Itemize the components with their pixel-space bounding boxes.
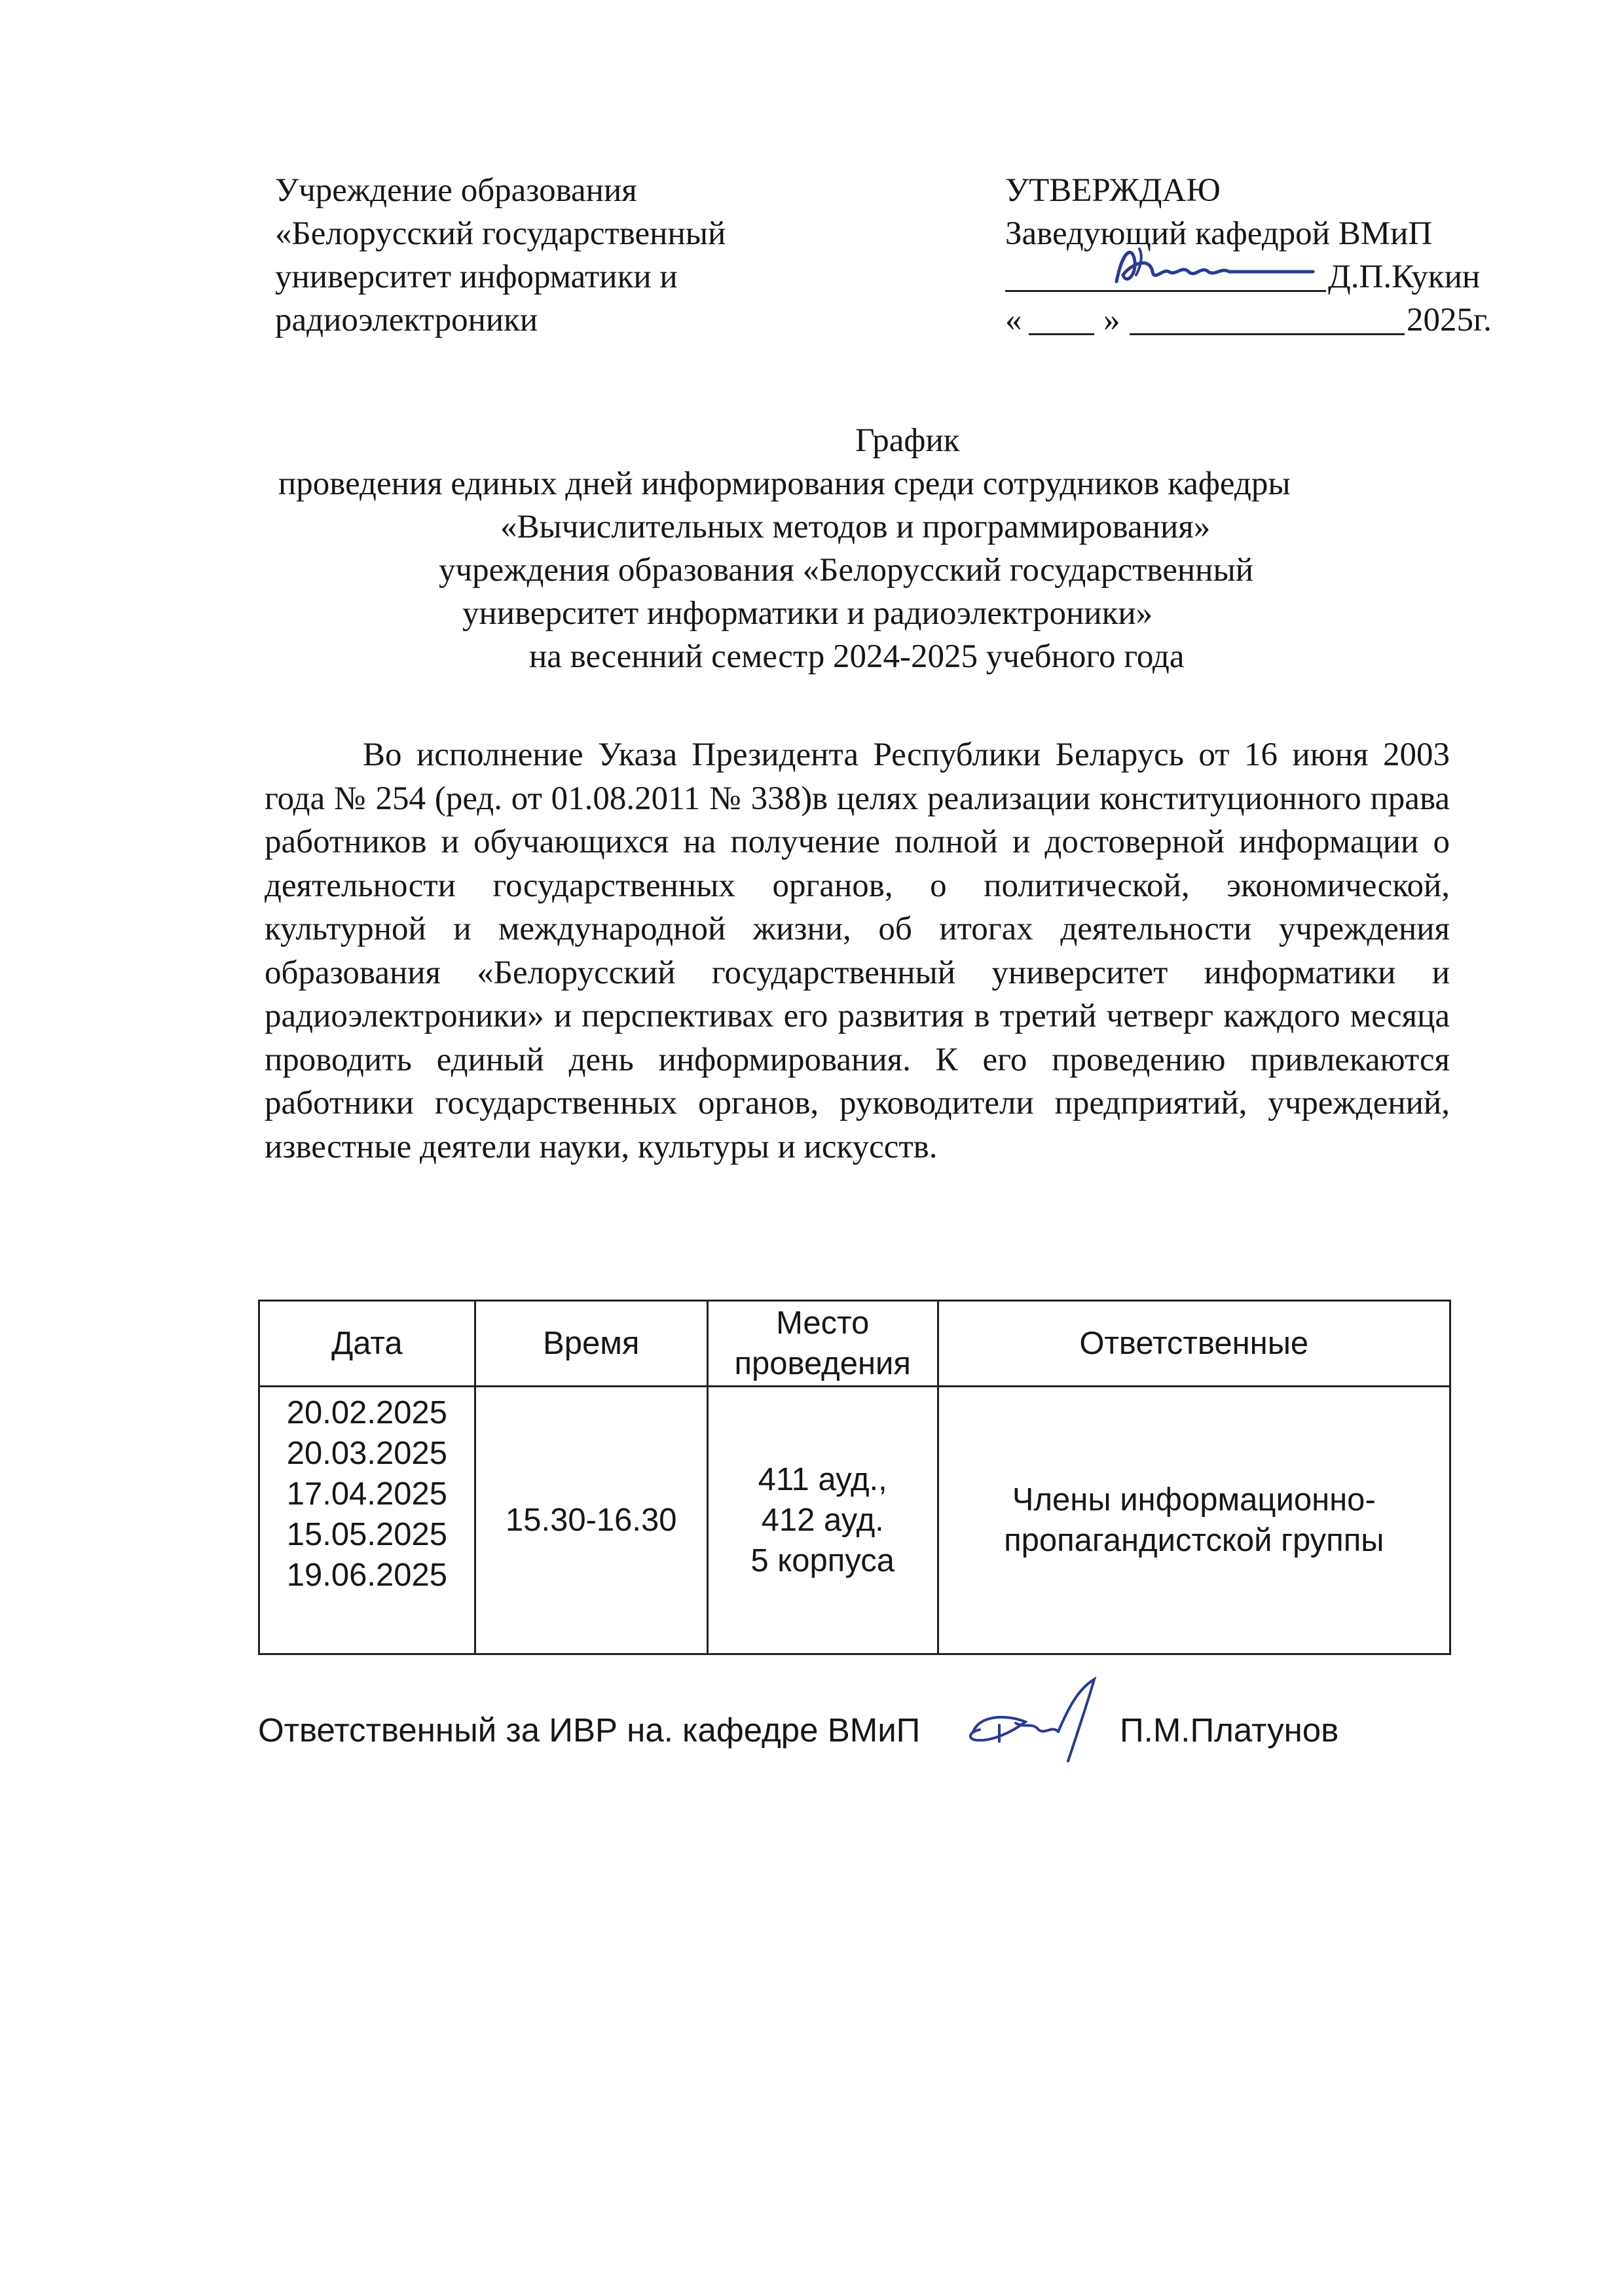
place-line: 411 ауд., [758,1462,887,1497]
header-time: Время [475,1301,707,1387]
table-row [259,1387,1450,1654]
footer-person-name: П.М.Платунов [1120,1711,1339,1749]
signature-kukin-icon [1103,236,1320,301]
title-line: университет информатики и радиоэлектроники» [462,595,1153,632]
org-line: «Белорусский государственный [275,215,726,252]
signature-platunov-icon [953,1669,1117,1768]
schedule-table [258,1300,1451,1655]
approver-position: Заведующий кафедрой ВМиП [1005,215,1433,252]
cell-responsible [938,1387,1450,1654]
header-responsible: Ответственные [938,1301,1450,1387]
title-line: проведения единых дней информирования среди сотрудников кафедры [278,465,1291,502]
date-year: 2025г. [1407,302,1492,338]
date-item: 20.03.2025 [286,1436,447,1471]
title-line: учреждения образования «Белорусский государственный [439,552,1253,589]
approve-label: УТВЕРЖДАЮ [1005,172,1221,209]
org-line: университет информатики и [275,259,678,295]
footer-responsible-label: Ответственный за ИВР на. кафедре ВМиП [258,1711,921,1749]
date-day-line [1029,333,1094,335]
date-quote-close: » [1103,302,1120,338]
date-quote-open: « [1005,302,1022,338]
cell-dates [259,1387,475,1654]
approval-block [1005,169,1529,342]
title-line: на весенний семестр 2024-2025 учебного года [529,638,1185,675]
approval-date-row [1005,299,1529,342]
place-line: 412 ауд. [761,1503,884,1538]
responsible-line: Члены информационно- [1012,1482,1376,1518]
date-item: 17.04.2025 [286,1476,447,1512]
org-line: Учреждение образования [275,172,637,209]
header-place-line: проведения [734,1346,911,1381]
table-header-row [259,1301,1450,1387]
organization-block [275,169,726,342]
header-place-line: Место [776,1305,870,1341]
org-line: радиоэлектроники [275,302,538,338]
cell-place [707,1387,938,1654]
date-item: 15.05.2025 [286,1517,447,1552]
date-item: 20.02.2025 [286,1395,447,1430]
body-paragraph: Во исполнение Указа Президента Республики Беларусь от 16 июня 2003 года № 254 (ред. от 01.08.2011 № 338)в целях реализации конституционного права работников и обучающихся на получение полной и достоверной информации о деятельности государственных органов, о политической, экономической, культурной и международной жизни, об итогах деятельности учреждения образования «Белорусский государственный университет информатики и радиоэлектроники» и перспективах его развития в третий четверг каждого месяца проводить единый день информирования. К его проведению привлекаются работники государственных органов, руководители предприятий, учреждений, известные деятели науки, культуры и искусств. [265,737,1450,1165]
cell-time: 15.30-16.30 [475,1387,707,1654]
signature-row [1005,255,1529,299]
responsible-line: пропагандистской группы [1004,1523,1384,1558]
date-item: 19.06.2025 [286,1558,447,1593]
header-place [707,1301,938,1387]
place-line: 5 корпуса [750,1543,895,1578]
approver-name: Д.П.Кукин [1328,259,1481,295]
date-month-line [1130,333,1405,335]
title-line: «Вычислительных методов и программирования» [500,509,1211,545]
title-line: График [855,422,960,459]
header-date: Дата [259,1301,475,1387]
